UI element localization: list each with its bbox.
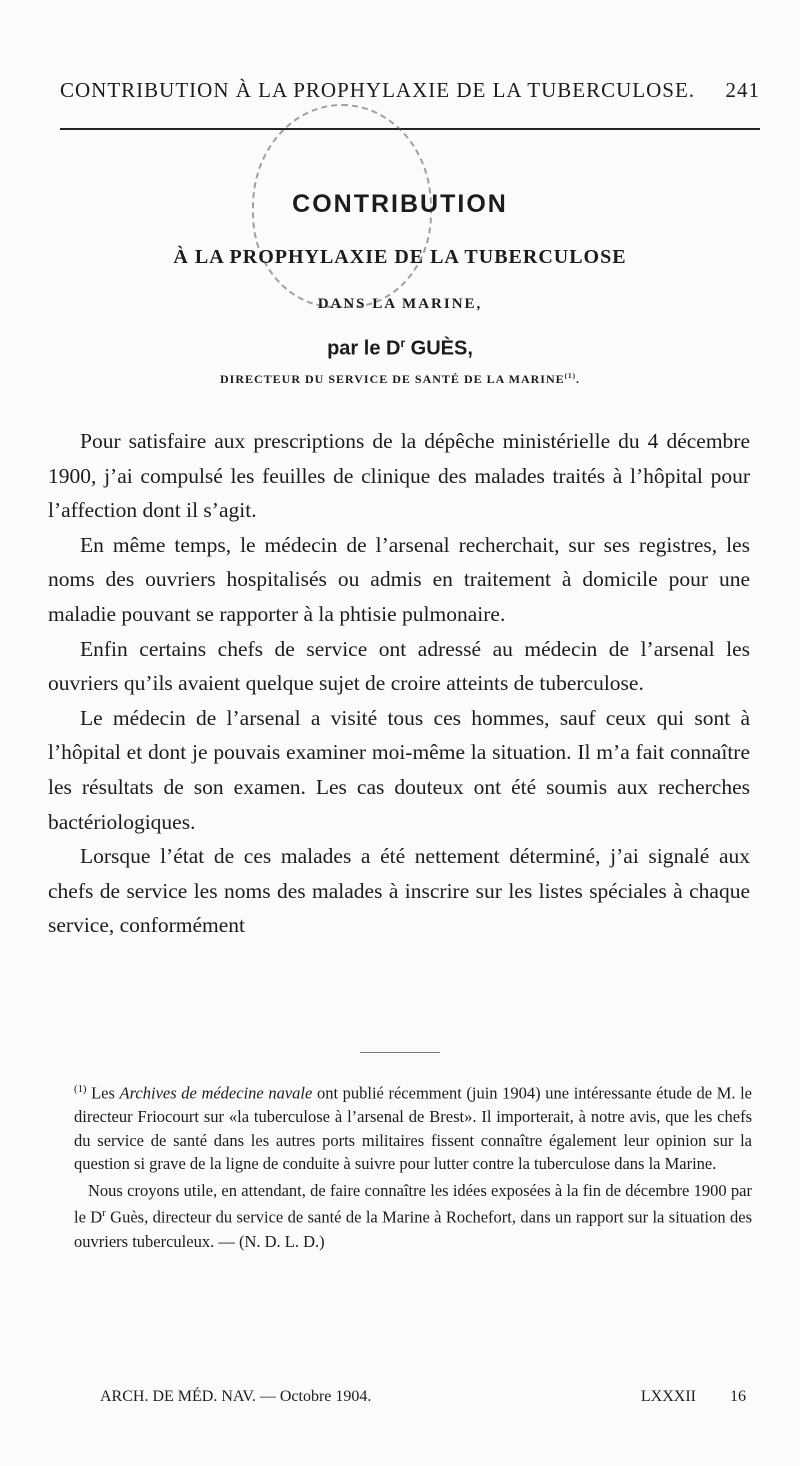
journal-reference: ARCH. DE MÉD. NAV. — Octobre 1904. xyxy=(100,1388,372,1405)
paragraph: En même temps, le médecin de l’arsenal recherchait, sur ses registres, les noms des ouvriers hospitalisés ou admis en traitement à domicile pour une maladie pouvant se rapporter à la phtisie pulmonaire. xyxy=(48,532,750,626)
article-body xyxy=(48,424,750,943)
paragraph: Lorsque l’état de ces malades a été nettement déterminé, j’ai signalé aux chefs de service les noms des malades à inscrire sur les listes spéciales à chaque service, conformément xyxy=(48,844,750,938)
article-title: CONTRIBUTION xyxy=(292,190,508,218)
signature-block xyxy=(641,1388,746,1406)
author-byline xyxy=(0,336,800,361)
article-subtitle-2: DANS LA MARINE, xyxy=(317,296,483,312)
byline-prefix: par le D xyxy=(327,337,401,360)
byline-sup: r xyxy=(400,336,406,350)
footnote-text: Les xyxy=(86,1083,120,1103)
signature-mark: LXXXII xyxy=(640,1388,696,1405)
footnote-paragraph xyxy=(74,1078,752,1176)
paragraph: Pour satisfaire aux prescriptions de la dépêche ministérielle du 4 décembre 1900, j’ai compulsé les feuilles de clinique des malades traités à l’hôpital pour l’affection dont il s’agit. xyxy=(48,429,750,523)
footnote-sup: r xyxy=(102,1207,106,1220)
article-subtitle: À LA PROPHYLAXIE DE LA TUBERCULOSE xyxy=(173,246,627,268)
journal-title: Archives de médecine navale xyxy=(119,1083,313,1103)
footnote-rule xyxy=(360,1052,440,1053)
page-number: 241 xyxy=(725,78,760,102)
paragraph: Le médecin de l’arsenal a visité tous ces hommes, sauf ceux qui sont à l’hôpital et dont je pouvais examiner moi-même la situation. Il m’a fait connaître les résultats de son examen. Les cas douteux ont été soumis aux recherches bactériologiques. xyxy=(48,705,750,834)
footnote-text: ont publié récemment (juin 1904) une intéressante étude de M. le directeur Friocourt sur «la tuberculose à l’arsenal de Brest». Il importerait, à notre avis, que les chefs du service de santé dans les autres ports militaires fissent connaître également leur opinion sur la question si grave de la ligne de conduite à suivre pour lutter contre la tuberculose dans la Marine. xyxy=(74,1083,753,1174)
footnote-marker: (1) xyxy=(74,1083,87,1095)
affiliation-end: . xyxy=(576,372,581,386)
footnote-paragraph xyxy=(74,1179,752,1253)
footnote-text: Nous croyons utile, en attendant, de faire connaître les idées exposées à la fin de décembre 1900 par le D xyxy=(74,1180,752,1227)
paragraph: Enfin certains chefs de service ont adressé au médecin de l’arsenal les ouvriers qu’ils avaient quelque sujet de croire atteints de tuberculose. xyxy=(48,636,750,696)
header-rule xyxy=(60,128,760,130)
footnote-text: Guès, directeur du service de santé de la Marine à Rochefort, dans un rapport sur la situation des ouvriers tuberculeux. — (N. D. L. D.) xyxy=(74,1207,752,1251)
author-name: GUÈS, xyxy=(410,337,473,360)
bottom-signature-line xyxy=(100,1388,746,1406)
running-head-title: CONTRIBUTION À LA PROPHYLAXIE DE LA TUBERCULOSE. xyxy=(60,78,696,102)
running-head xyxy=(60,78,760,103)
sheet-number: 16 xyxy=(730,1388,746,1405)
author-affiliation xyxy=(0,372,800,387)
footnotes xyxy=(74,1078,752,1256)
footnote-ref: (1) xyxy=(564,372,577,380)
affiliation-text: DIRECTEUR DU SERVICE DE SANTÉ DE LA MARINE xyxy=(219,372,565,386)
